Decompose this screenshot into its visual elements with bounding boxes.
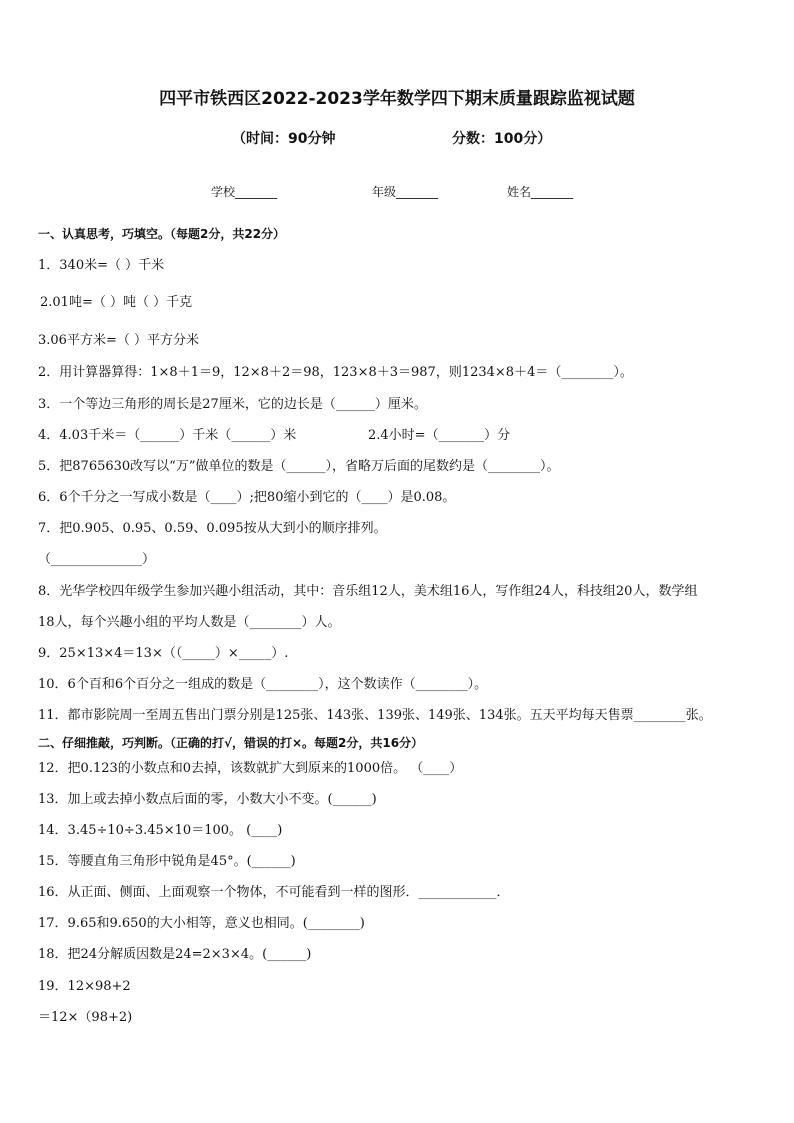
exam-time: （时间：90分钟 <box>232 131 336 147</box>
question-line: 11．都市影院周一至周五售出门票分别是125张、143张、139张、149张、134张。五天平均每天售票________张。 <box>38 708 712 723</box>
question-line: 3．一个等边三角形的周长是27厘米，它的边长是（______）厘米。 <box>38 397 427 412</box>
question-line: 4．4.03千米＝（______）千米（______）米 <box>38 428 297 443</box>
question-line: 15．等腰直角三角形中锐角是45°。(______) <box>38 854 296 869</box>
question-line: 2．用计算器算得：1×8＋1＝9，12×8＋2＝98，123×8＋3＝987，则1234×8＋4＝（________）。 <box>38 365 633 380</box>
section-1-heading: 一、认真思考，巧填空。（每题2分，共22分） <box>38 227 286 241</box>
question-line: 3.06平方米=（ ）平方分米 <box>38 333 199 348</box>
question-line: 2.4小时=（_______）分 <box>368 428 511 443</box>
school-field: 学校_______ <box>211 185 278 199</box>
exam-score: 分数：100分） <box>452 131 552 147</box>
question-line: 1．340米=（ ）千米 <box>38 258 165 273</box>
name-field: 姓名_______ <box>507 185 574 199</box>
question-line: 14．3.45÷10÷3.45×10＝100。 (____) <box>38 823 283 838</box>
grade-field: 年级_______ <box>372 185 439 199</box>
question-line: 9．25×13×4＝13×（（_____）×_____）. <box>38 646 289 661</box>
question-line: 18．把24分解质因数是24=2×3×4。(______) <box>38 947 312 962</box>
question-line: 8．光华学校四年级学生参加兴趣小组活动，其中：音乐组12人，美术组16人，写作组24人，科技组20人，数学组 <box>38 584 698 599</box>
question-line: 18人，每个兴趣小组的平均人数是（________）人。 <box>38 615 341 630</box>
question-line: 2.01吨=（ ）吨（ ）千克 <box>40 295 193 310</box>
question-line: 17．9.65和9.650的大小相等，意义也相同。(________) <box>38 916 365 931</box>
question-line: 19．12×98+2 <box>38 979 131 994</box>
question-line: 7．把0.905、0.95、0.59、0.095按从大到小的顺序排列。 <box>38 521 387 536</box>
question-line: 5．把8765630改写以“万”做单位的数是（______），省略万后面的尾数约是（________）。 <box>38 459 560 474</box>
question-line: ＝12×（98+2) <box>38 1010 133 1025</box>
page-title: 四平市铁西区2022-2023学年数学四下期末质量跟踪监视试题 <box>159 89 635 109</box>
section-2-heading: 二、仔细推敲，巧判断。（正确的打√，错误的打×。每题2分，共16分） <box>38 736 424 750</box>
question-line: 12．把0.123的小数点和0去掉，该数就扩大到原来的1000倍。 （____） <box>38 761 463 776</box>
answer-blank-line: （______________） <box>38 552 156 567</box>
question-line: 6．6个千分之一写成小数是（____）;把80缩小到它的（____）是0.08。 <box>38 490 456 505</box>
question-line: 10．6个百和6个百分之一组成的数是（________），这个数读作（________）。 <box>38 677 488 692</box>
question-line: 16．从正面、侧面、上面观察一个物体，不可能看到一样的图形．____________． <box>38 885 510 900</box>
question-line: 13．加上或去掉小数点后面的零，小数大小不变。(______) <box>38 792 377 807</box>
